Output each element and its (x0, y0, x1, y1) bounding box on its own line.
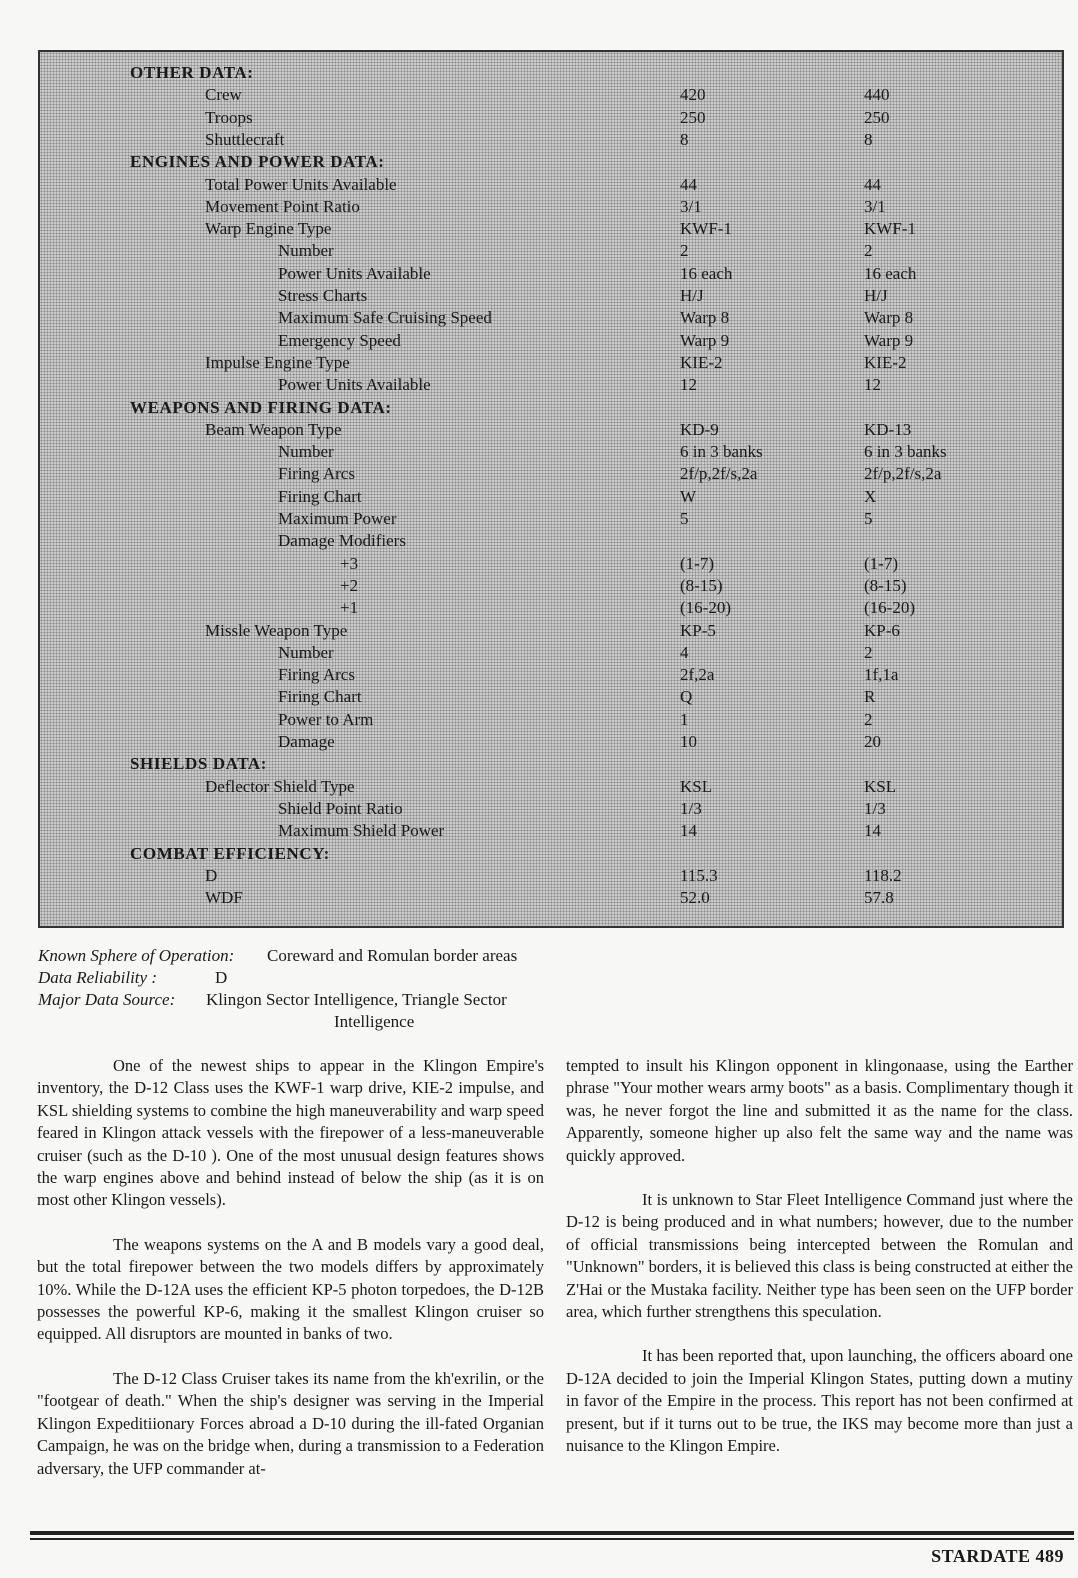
reliability-value: D (215, 968, 228, 987)
model-a-value: Warp 8 (680, 308, 730, 328)
row-label: Power to Arm (278, 709, 374, 729)
table-row (40, 174, 1060, 196)
footer-rule-thin (30, 1538, 1074, 1540)
model-b-value: 2f/p,2f/s,2a (864, 464, 942, 484)
source-row (38, 989, 568, 1011)
model-a-value: 14 (680, 821, 697, 841)
article-paragraph: The D-12 Class Cruiser takes its name from the kh'exrilin, or the "footgear of death." When the ship's designer was serving in the Imperial Klingon Expeditiionary Forces abroad a D-10 during the ill-fated Organian Campaign, he was on the bridge when, during a transmission to a Federation adversary, the UFP commander at- (37, 1368, 544, 1478)
table-row (40, 798, 1060, 820)
table-row (40, 84, 1060, 106)
model-b-value: (16-20) (864, 598, 915, 618)
row-label: Emergency Speed (278, 330, 401, 350)
article-column-right (566, 1055, 1073, 1480)
table-row (40, 441, 1060, 463)
section-heading-row (40, 62, 1060, 84)
model-a-value: 12 (680, 375, 697, 395)
section-heading-row (40, 843, 1060, 865)
model-b-value: X (864, 486, 877, 506)
model-b-value: 118.2 (864, 865, 902, 885)
row-label: +2 (340, 575, 359, 595)
ship-data-table (38, 50, 1064, 928)
table-row (40, 530, 1060, 552)
model-b-value: (8-15) (864, 575, 907, 595)
model-b-value: 14 (864, 821, 881, 841)
model-b-value: 1f,1a (864, 665, 899, 685)
model-a-value: (16-20) (680, 598, 731, 618)
model-b-value: KSL (864, 776, 897, 796)
model-a-value: 115.3 (680, 865, 718, 885)
model-a-value: 2f,2a (680, 665, 715, 685)
sphere-label: Known Sphere of Operation: (38, 946, 235, 965)
row-label: Shuttlecraft (205, 129, 285, 149)
table-row (40, 709, 1060, 731)
row-label: Firing Chart (278, 486, 362, 506)
table-row (40, 620, 1060, 642)
row-label: WDF (205, 888, 243, 908)
footer-rule-thick (30, 1531, 1074, 1535)
model-b-value: 2 (864, 642, 873, 662)
row-label: Power Units Available (278, 263, 431, 283)
model-a-value: 2f/p,2f/s,2a (680, 464, 758, 484)
model-a-value: 1/3 (680, 798, 702, 818)
table-row (40, 486, 1060, 508)
model-b-value: Warp 9 (864, 330, 914, 350)
article-paragraph: It has been reported that, upon launching, the officers aboard one D-12A decided to join the Imperial Klingon States, putting down a mutiny in favor of the Empire in the process. This report has not been confirmed at present, but if it turns out to be true, the IKS may become more than just a nuisance to the Klingon Empire. (566, 1346, 1073, 1456)
model-a-value: 250 (680, 107, 706, 127)
row-label: Number (278, 241, 334, 261)
row-label: Maximum Safe Cruising Speed (278, 308, 492, 328)
model-a-value: 16 each (680, 263, 733, 283)
sphere-row (38, 945, 568, 967)
table-row (40, 686, 1060, 708)
row-label: Beam Weapon Type (205, 419, 342, 439)
article-paragraph: One of the newest ships to appear in the Klingon Empire's inventory, the D-12 Class uses the KWF-1 warp drive, KIE-2 impulse, and KSL shielding systems to combine the high maneuverability and warp speed feared in Klingon attack vessels with the firepower of a less-maneuverable cruiser (such as the D-10 ). One of the most unusual design features shows the warp engines above and behind instead of below the ship (as it is on most other Klingon vessels). (37, 1056, 544, 1210)
row-label: Firing Arcs (278, 665, 355, 685)
row-label: Stress Charts (278, 286, 368, 305)
model-b-value: 8 (864, 129, 873, 149)
model-a-value: 10 (680, 732, 697, 751)
source-label: Major Data Source: (38, 990, 176, 1009)
table-row (40, 419, 1060, 441)
row-label: Shield Point Ratio (278, 798, 403, 818)
model-a-value: KIE-2 (680, 352, 723, 372)
table-row (40, 240, 1060, 262)
model-a-value: 1 (680, 709, 689, 729)
row-label: Missle Weapon Type (205, 620, 348, 640)
row-label: +1 (340, 598, 359, 618)
row-label: Damage (278, 732, 335, 751)
section-heading-row (40, 753, 1060, 775)
model-b-value: KIE-2 (864, 352, 907, 372)
model-a-value: Q (680, 687, 693, 707)
model-b-value: (1-7) (864, 553, 898, 573)
article-paragraph-continued: tempted to insult his Klingon opponent in klingonaase, using the Earther phrase "Your mother wears army boots" as a basis. Complimentary though it was, he never forgot the line and submitted it as the name for the class. Apparently, someone higher up also felt the same way and the name was quickly approved. (566, 1056, 1073, 1165)
table-row (40, 731, 1060, 753)
source-value-line2: Intelligence (334, 1012, 415, 1031)
table-row (40, 218, 1060, 240)
row-label: Troops (205, 107, 253, 127)
model-a-value: KWF-1 (680, 219, 732, 239)
row-label: Firing Chart (278, 687, 362, 707)
table-row (40, 196, 1060, 218)
model-a-value: KSL (680, 776, 713, 796)
table-row (40, 463, 1060, 485)
table-row (40, 285, 1060, 307)
row-label: Total Power Units Available (205, 174, 397, 194)
model-a-value: 52.0 (680, 888, 710, 908)
row-label: Warp Engine Type (205, 219, 332, 239)
model-a-value: 2 (680, 241, 689, 261)
model-b-value: 250 (864, 107, 890, 127)
model-b-value: KWF-1 (864, 219, 916, 239)
table-row (40, 887, 1060, 909)
table-row (40, 575, 1060, 597)
row-label: Damage Modifiers (278, 531, 406, 551)
model-b-value: KD-13 (864, 419, 912, 439)
model-b-value: H/J (864, 286, 888, 305)
row-label: Firing Arcs (278, 464, 355, 484)
table-row (40, 508, 1060, 530)
section-heading-row (40, 397, 1060, 419)
row-label: Power Units Available (278, 375, 431, 395)
source-row-cont (38, 1011, 568, 1033)
table-row (40, 352, 1060, 374)
row-label: Number (278, 642, 334, 662)
row-label: Movement Point Ratio (205, 196, 360, 216)
table-row (40, 597, 1060, 619)
data-source-block (38, 945, 568, 1033)
model-a-value: W (680, 486, 697, 506)
model-b-value: 20 (864, 732, 881, 751)
section-heading-row (40, 151, 1060, 173)
model-a-value: 3/1 (680, 196, 702, 216)
article-column-left (37, 1055, 544, 1502)
model-b-value: 44 (864, 174, 881, 194)
section-heading: SHIELDS DATA: (130, 754, 268, 774)
table-row (40, 129, 1060, 151)
model-b-value: KP-6 (864, 620, 900, 640)
article-paragraph: The weapons systems on the A and B models vary a good deal, but the total firepower between the two models differs by approximately 10%. While the D-12A uses the efficient KP-5 photon torpedoes, the D-12B possesses the powerful KP-6, making it the smallest Klingon cruiser so equipped. All disruptors are mounted in banks of two. (37, 1234, 544, 1344)
section-heading: ENGINES AND POWER DATA: (130, 152, 385, 172)
model-a-value: (1-7) (680, 553, 714, 573)
section-heading: OTHER DATA: (130, 63, 254, 82)
model-b-value: R (864, 687, 876, 707)
table-row (40, 664, 1060, 686)
row-label: D (205, 865, 218, 885)
article-paragraph: It is unknown to Star Fleet Intelligence Command just where the D-12 is being produced and in what numbers; however, due to the number of official transmissions being intercepted between the Romulan and "Unknown" borders, it is believed this class is being constructed at either the Z'Hai or the Mustaka facility. Neither type has been seen on the UFP border area, which further strengthens this speculation. (566, 1190, 1073, 1322)
reliability-label: Data Reliability : (38, 968, 157, 987)
model-a-value: 44 (680, 174, 697, 194)
table-row (40, 642, 1060, 664)
section-heading: WEAPONS AND FIRING DATA: (130, 397, 392, 417)
model-a-value: KP-5 (680, 620, 716, 640)
table-row (40, 107, 1060, 129)
model-b-value: 57.8 (864, 888, 894, 908)
model-b-value: 6 in 3 banks (864, 442, 947, 462)
model-a-value: 6 in 3 banks (680, 442, 763, 462)
table-row (40, 374, 1060, 396)
section-heading: COMBAT EFFICIENCY: (130, 843, 330, 863)
table-row (40, 330, 1060, 352)
table-row (40, 865, 1060, 887)
model-a-value: (8-15) (680, 575, 723, 595)
row-label: Maximum Shield Power (278, 821, 445, 841)
source-value-line1: Klingon Sector Intelligence, Triangle Sector (206, 990, 507, 1009)
model-a-value: 5 (680, 509, 689, 528)
model-b-value: 3/1 (864, 196, 886, 216)
sphere-value: Coreward and Romulan border areas (267, 946, 518, 965)
model-a-value: 420 (680, 85, 706, 105)
model-a-value: H/J (680, 286, 704, 305)
page-footer: STARDATE 489 (931, 1546, 1064, 1566)
model-b-value: 2 (864, 241, 873, 261)
table-row (40, 553, 1060, 575)
table-row (40, 820, 1060, 842)
reliability-row (38, 967, 568, 989)
row-label: Impulse Engine Type (205, 352, 350, 372)
model-a-value: 8 (680, 129, 689, 149)
table-row (40, 776, 1060, 798)
model-b-value: 1/3 (864, 798, 886, 818)
table-row (40, 307, 1060, 329)
row-label: +3 (340, 553, 359, 573)
model-b-value: Warp 8 (864, 308, 914, 328)
model-a-value: Warp 9 (680, 330, 730, 350)
row-label: Crew (205, 85, 242, 105)
row-label: Number (278, 442, 334, 462)
row-label: Maximum Power (278, 509, 397, 528)
model-b-value: 440 (864, 85, 890, 105)
row-label: Deflector Shield Type (205, 776, 355, 796)
table-row (40, 263, 1060, 285)
model-b-value: 16 each (864, 263, 917, 283)
model-b-value: 5 (864, 509, 873, 528)
model-a-value: KD-9 (680, 419, 719, 439)
model-a-value: 4 (680, 642, 689, 662)
model-b-value: 2 (864, 709, 873, 729)
model-b-value: 12 (864, 375, 881, 395)
